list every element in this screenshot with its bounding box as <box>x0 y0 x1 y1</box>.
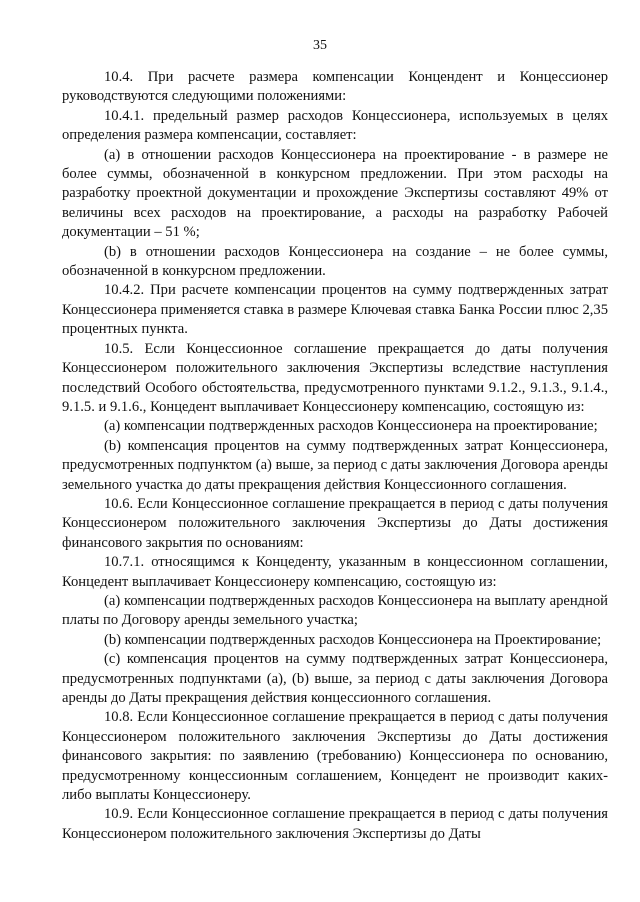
paragraph-10-7-1-b: (b) компенсации подтвержденных расходов Концессионера на Проектирование; <box>104 631 602 648</box>
paragraph-10-7-1: 10.7.1. относящимся к Концеденту, указанным в концессионном соглашении, Концедент выплачивает Концессионеру компенсацию, состоящую из: <box>62 554 608 590</box>
document-body <box>62 68 608 844</box>
paragraph-10-4-2: 10.4.2. При расчете компенсации процентов на сумму подтвержденных затрат Концессионера применяется ставка в размере Ключевая ставка Банка России плюс 2,35 процентных пункта. <box>62 282 608 338</box>
paragraph-10-5-a: (a) компенсации подтвержденных расходов Концессионера на проектирование; <box>104 418 598 435</box>
paragraph-10-4: 10.4. При расчете размера компенсации Концендент и Концессионер руководствуются следующими положениями: <box>62 69 608 105</box>
page-number: 35 <box>313 38 327 53</box>
paragraph-10-4-1-a: (a) в отношении расходов Концессионера на проектирование - в размере не более суммы, обозначенной в конкурсном предложении. При этом расходы на разработку проектной документации и прохождение Экспертизы составляют 49% от величины всех расходов на проектирование, а расходы на разработку Рабочей документации – 51 %; <box>62 146 608 241</box>
paragraph-10-8: 10.8. Если Концессионное соглашение прекращается в период с даты получения Концессионером положительного заключения Экспертизы до Даты достижения финансового закрытия: по заявлению (требованию) Концессионера по основанию, предусмотренному концессионным соглашением, Концедент не производит каких-либо выплаты Концессионеру. <box>62 709 608 804</box>
paragraph-10-5-b: (b) компенсация процентов на сумму подтвержденных затрат Концессионера, предусмотренных подпунктом (a) выше, за период с даты заключения Договора аренды земельного участка до даты прекращения действия Концессионного соглашения. <box>62 437 608 493</box>
paragraph-10-9: 10.9. Если Концессионное соглашение прекращается в период с даты получения Концессионером положительного заключения Экспертизы до Даты <box>62 806 608 842</box>
paragraph-10-5: 10.5. Если Концессионное соглашение прекращается до даты получения Концессионером положительного заключения Экспертизы вследствие наступления последствий Особого обстоятельства, предусмотренного пунктами 9.1.2., 9.1.3., 9.1.4., 9.1.5. и 9.1.6., Концедент выплачивает Концессионеру компенсацию, состоящую из: <box>62 340 608 415</box>
paragraph-10-6: 10.6. Если Концессионное соглашение прекращается в период с даты получения Концессионером положительного заключения Экспертизы до Даты достижения финансового закрытия по основаниям: <box>62 495 608 551</box>
paragraph-10-4-1: 10.4.1. предельный размер расходов Концессионера, используемых в целях определения размера компенсации, составляет: <box>62 107 608 144</box>
paragraph-10-7-1-a: (a) компенсации подтвержденных расходов Концессионера на выплату арендной платы по Договору аренды земельного участка; <box>62 592 608 629</box>
paragraph-10-4-1-b: (b) в отношении расходов Концессионера на создание – не более суммы, обозначенной в конкурсном предложении. <box>62 243 608 280</box>
paragraph-10-7-1-c: (c) компенсация процентов на сумму подтвержденных затрат Концессионера, предусмотренных подпунктами (a), (b) выше, за период с даты заключения Договора аренды до Даты прекращения действия концессионного соглашения. <box>62 651 608 706</box>
